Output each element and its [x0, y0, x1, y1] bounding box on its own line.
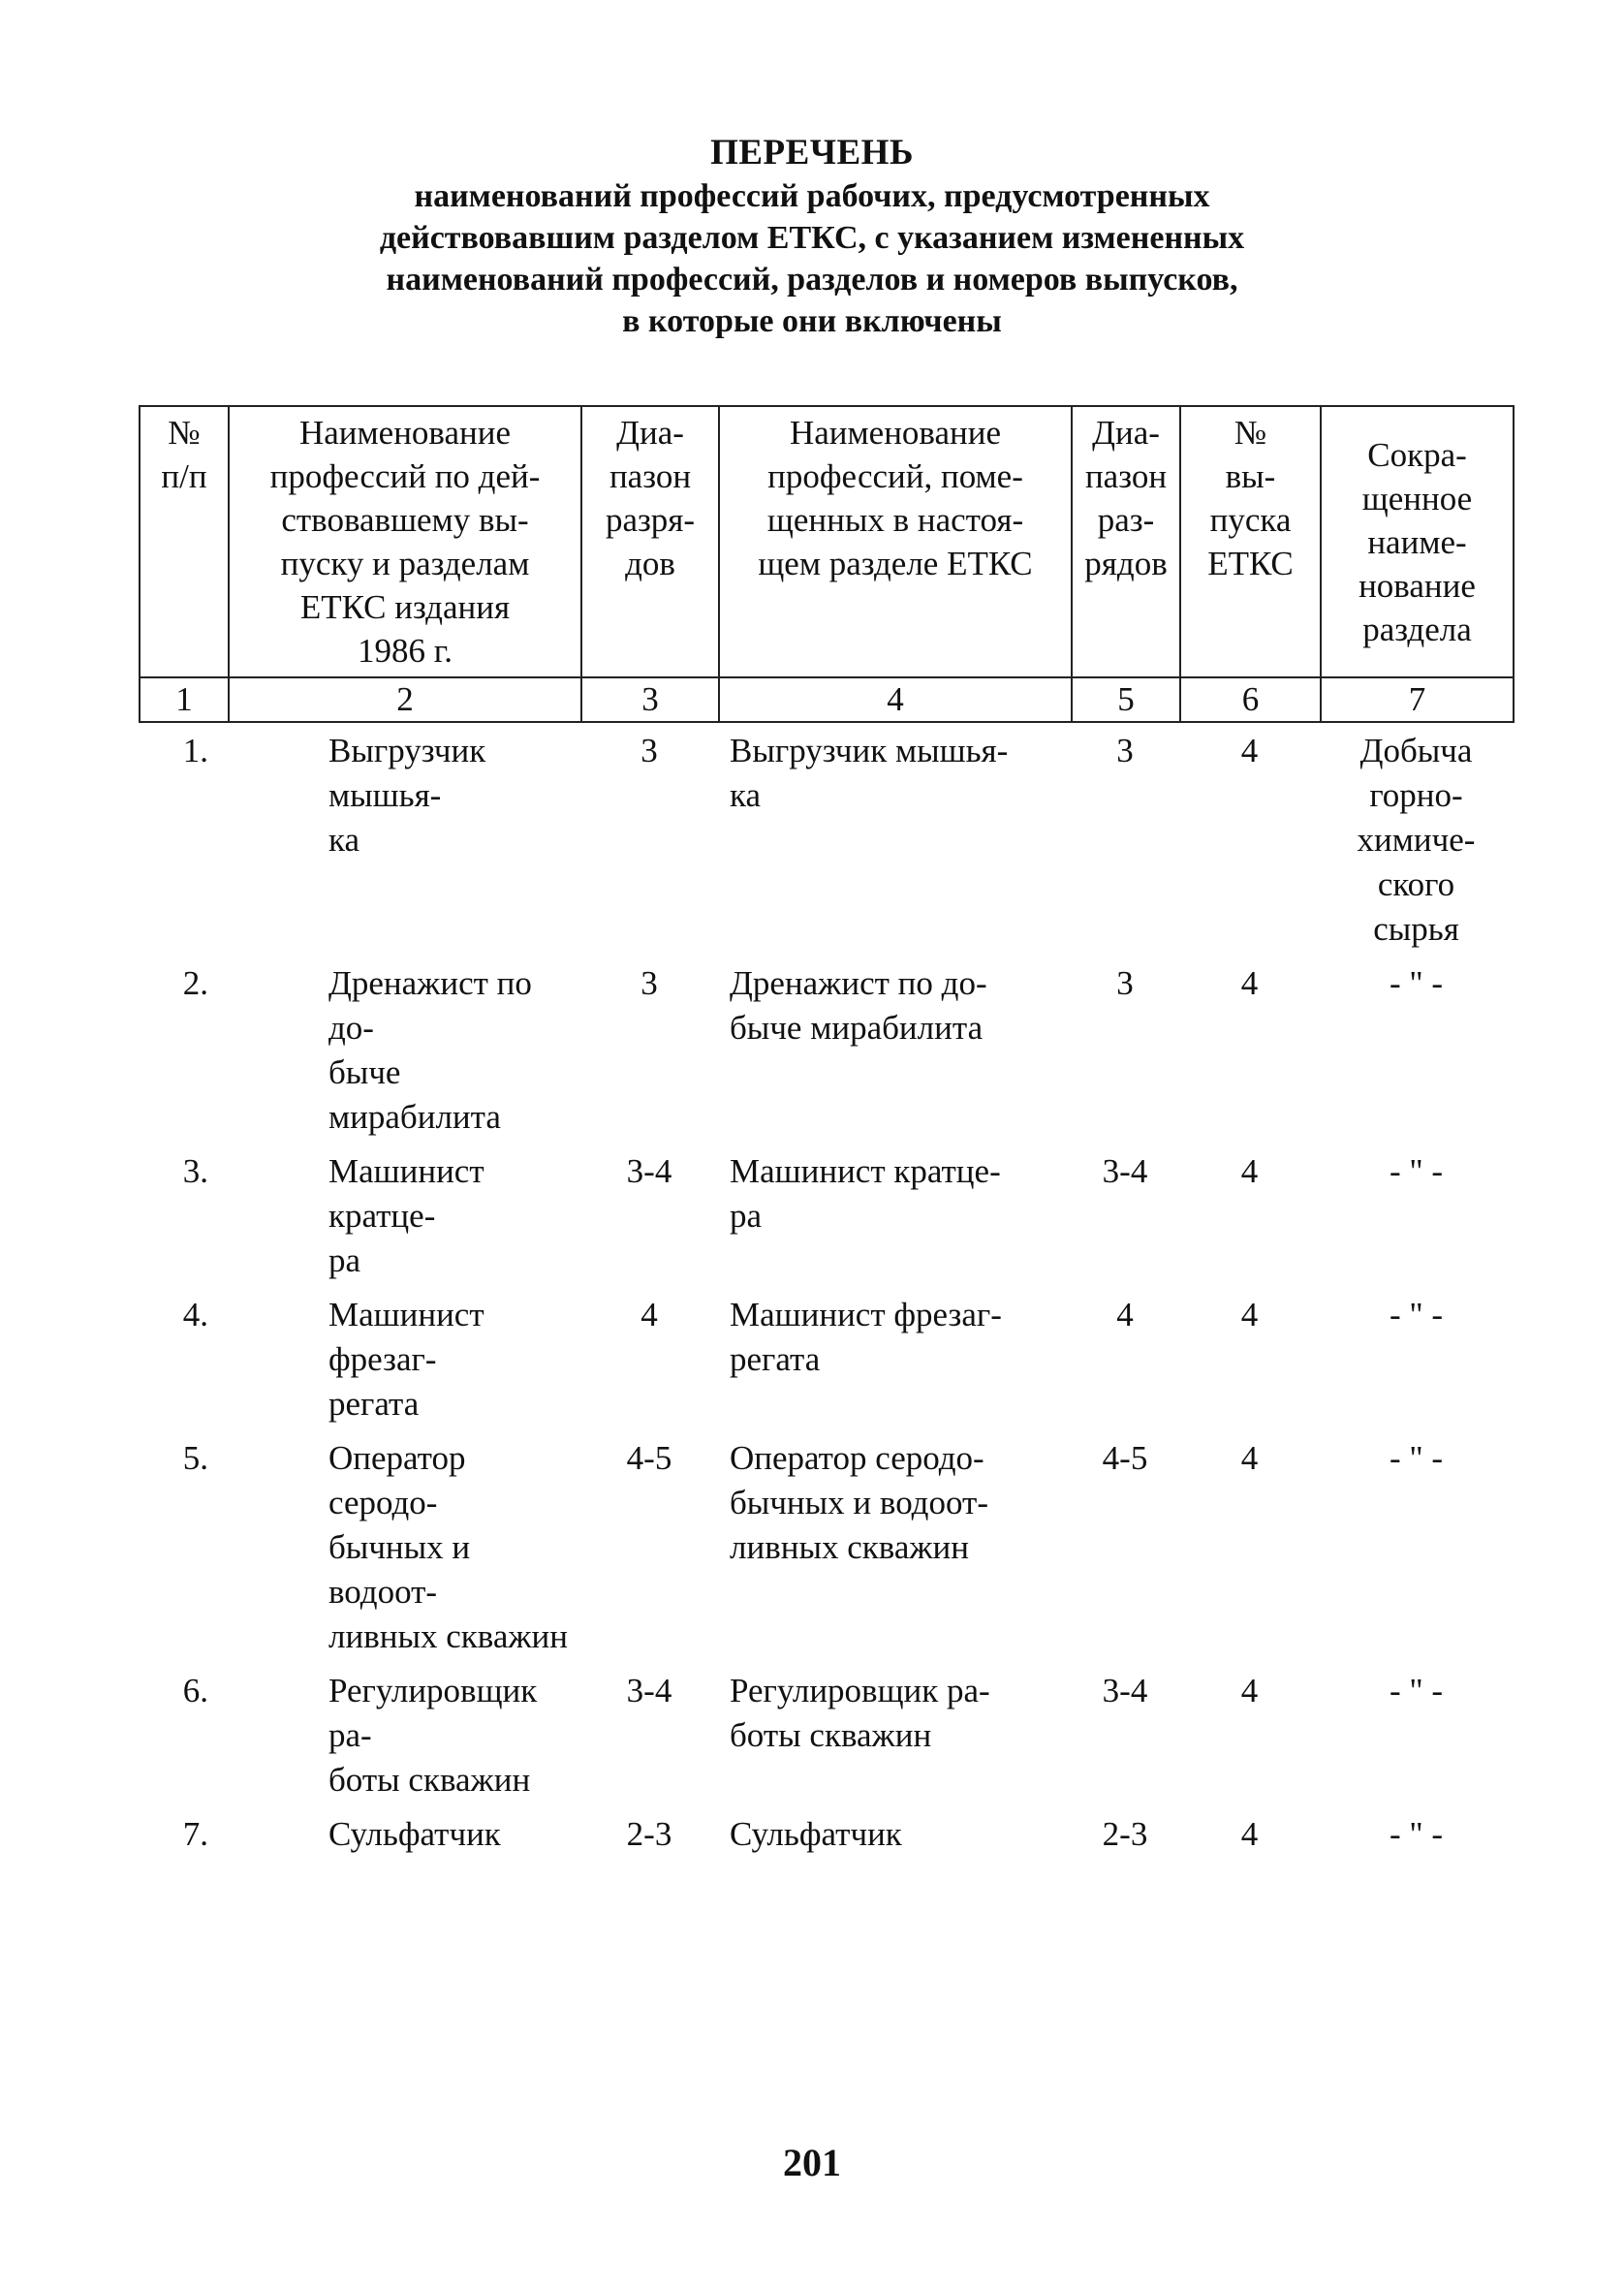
header-cell-issue: № вы- пуска ЕТКС — [1180, 406, 1321, 677]
old-profession-name: Дренажист по до- быче мирабилита — [328, 964, 532, 1136]
etks-issue-number: 4 — [1240, 732, 1259, 769]
etks-issue-number: 4 — [1240, 964, 1259, 1002]
new-grade-range: 2-3 — [1102, 1815, 1148, 1853]
new-profession-name: Регулировщик ра- боты скважин — [730, 1672, 990, 1754]
column-number: 6 — [1180, 677, 1321, 722]
old-grade-range: 2-3 — [626, 1815, 672, 1853]
etks-issue-number: 4 — [1240, 1672, 1259, 1709]
table-row — [139, 961, 1513, 1149]
column-number: 7 — [1321, 677, 1514, 722]
document-title: ПЕРЕЧЕНЬ — [710, 133, 914, 172]
old-profession-name: Машинист фрезаг- регата — [328, 1296, 484, 1423]
old-profession-name: Сульфатчик — [328, 1815, 501, 1853]
document-subtitle: наименований профессий рабочих, предусмотренных действовавшим разделом ЕТКС, с указанием измененных наименований профессий, разделов и номеров выпусков, в которые они включены — [379, 178, 1245, 339]
new-grade-range: 3 — [1116, 964, 1134, 1002]
old-grade-range: 3 — [640, 732, 658, 769]
section-short-name: Добыча горно- химиче- ского сырья — [1357, 732, 1476, 948]
old-profession-name: Машинист кратце- ра — [328, 1152, 484, 1279]
section-short-name: - " - — [1389, 1815, 1444, 1853]
row-number: 4. — [182, 1296, 208, 1333]
table-row — [139, 1812, 1513, 1866]
row-number: 6. — [182, 1672, 208, 1709]
header-row — [140, 406, 1514, 677]
etks-issue-number: 4 — [1240, 1439, 1259, 1477]
old-profession-name: Оператор серодо- бычных и водоот- ливных скважин — [328, 1439, 568, 1655]
section-short-name: - " - — [1389, 964, 1444, 1002]
old-grade-range: 3-4 — [626, 1672, 672, 1709]
table-row — [139, 1293, 1513, 1436]
old-grade-range: 3-4 — [626, 1152, 672, 1190]
table-row — [139, 1669, 1513, 1812]
section-short-name: - " - — [1389, 1672, 1444, 1709]
etks-issue-number: 4 — [1240, 1815, 1259, 1853]
document-title-block — [0, 131, 1624, 342]
row-number: 3. — [182, 1152, 208, 1190]
column-number: 4 — [719, 677, 1072, 722]
old-grade-range: 4-5 — [626, 1439, 672, 1477]
table-row — [139, 1436, 1513, 1669]
new-grade-range: 4 — [1116, 1296, 1134, 1333]
new-grade-range: 3-4 — [1102, 1672, 1148, 1709]
table-header — [139, 405, 1515, 723]
header-cell-new-range: Диа- пазон раз- рядов — [1072, 406, 1180, 677]
column-number: 1 — [140, 677, 229, 722]
section-short-name: - " - — [1389, 1439, 1444, 1477]
section-short-name: - " - — [1389, 1296, 1444, 1333]
header-cell-section: Сокра- щенное наиме- нование раздела — [1321, 406, 1514, 677]
header-cell-new-name: Наименование профессий, поме- щенных в настоя- щем разделе ЕТКС — [719, 406, 1072, 677]
section-short-name: - " - — [1389, 1152, 1444, 1190]
new-grade-range: 4-5 — [1102, 1439, 1148, 1477]
column-number: 3 — [581, 677, 719, 722]
header-cell-old-name: Наименование профессий по дей- ствовавшему вы- пуску и разделам ЕТКС издания 1986 г. — [229, 406, 581, 677]
new-profession-name: Сульфатчик — [730, 1815, 902, 1853]
row-number: 2. — [182, 964, 208, 1002]
new-profession-name: Машинист кратце- ра — [730, 1152, 1001, 1235]
old-grade-range: 4 — [640, 1296, 658, 1333]
new-grade-range: 3-4 — [1102, 1152, 1148, 1190]
etks-issue-number: 4 — [1240, 1152, 1259, 1190]
etks-issue-number: 4 — [1240, 1296, 1259, 1333]
column-number-row — [140, 677, 1514, 722]
header-cell-old-range: Диа- пазон разря- дов — [581, 406, 719, 677]
old-grade-range: 3 — [640, 964, 658, 1002]
new-profession-name: Машинист фрезаг- регата — [730, 1296, 1002, 1378]
new-grade-range: 3 — [1116, 732, 1134, 769]
row-number: 7. — [182, 1815, 208, 1853]
row-number: 1. — [182, 732, 208, 769]
row-number: 5. — [182, 1439, 208, 1477]
column-number: 5 — [1072, 677, 1180, 722]
old-profession-name: Регулировщик ра- боты скважин — [328, 1672, 538, 1799]
table-row — [139, 1149, 1513, 1293]
new-profession-name: Дренажист по до- быче мирабилита — [730, 964, 987, 1047]
page-number: 201 — [783, 2141, 841, 2184]
table-row — [139, 729, 1513, 961]
new-profession-name: Оператор серодо- бычных и водоот- ливных скважин — [730, 1439, 988, 1566]
column-number: 2 — [229, 677, 581, 722]
header-cell-number: № п/п — [140, 406, 229, 677]
old-profession-name: Выгрузчик мышья- ка — [328, 732, 486, 859]
new-profession-name: Выгрузчик мышья- ка — [730, 732, 1009, 814]
table-body — [139, 729, 1513, 1866]
